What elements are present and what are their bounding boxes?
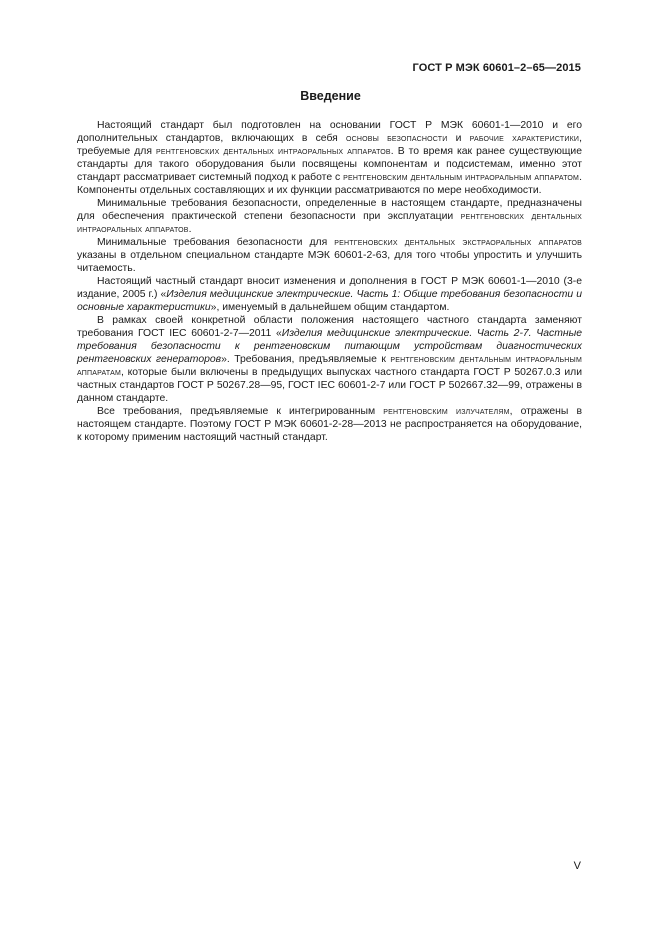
section-title: Введение: [300, 89, 361, 103]
paragraph-5: [77, 314, 582, 405]
defined-term: рентгеновских дентальных интраоральных аппаратов: [156, 146, 391, 157]
defined-term: рентгеновских дентальных интраоральных аппаратов: [77, 211, 582, 235]
text-run: , которые были включены в предыдущих выпусках частного стандарта ГОСТ Р 50267.0.3 или частных стандартов ГОСТ Р 50267.28—95, ГОСТ IEC 60601-2-7 или ГОСТ Р 502667.32—99, отражены в данном стандарте.: [77, 367, 582, 404]
text-run: , отражены в настоящем стандарте. Поэтому ГОСТ Р МЭК 60601-2-28—2013 не распространяется на оборудование, к которому применим настоящий частный стандарт.: [77, 406, 582, 443]
text-run: Настоящий частный стандарт вносит изменения и дополнения в ГОСТ Р МЭК 60601-1—2010 (3-е издание, 2005 г.) «: [77, 276, 582, 300]
paragraph-1: [77, 119, 582, 197]
text-run: Минимальные требования безопасности для: [97, 237, 335, 248]
page-number: V: [573, 860, 581, 872]
text-run: В рамках своей конкретной области положения настоящего частного стандарта заменяют требования ГОСТ IEC 60601-2-7—2011 «: [77, 315, 582, 339]
paragraph-4: [77, 275, 582, 314]
defined-term: рентгеновских дентальных экстраоральных аппаратов: [334, 237, 582, 248]
introduction-body: [77, 119, 582, 444]
standard-title-italic: Изделия медицинские электрические. Часть 1: Общие требования безопасности и основные характеристики: [77, 289, 583, 313]
text-run: », именуемый в дальнейшем общим стандартом.: [210, 302, 450, 313]
text-run: указаны в отдельном специальном стандарте МЭК 60601-2-63, для того чтобы упростить и улучшить читаемость.: [77, 250, 582, 274]
text-run: Настоящий стандарт был подготовлен на основании ГОСТ Р МЭК 60601-1—2010 и его дополнительных стандартов, включающих в себя: [77, 120, 582, 144]
paragraph-6: [77, 405, 582, 444]
paragraph-3: [77, 236, 582, 275]
defined-term: рентгеновским излучателям: [383, 406, 510, 417]
text-run: ». Требования, предъявляемые к: [221, 354, 391, 365]
text-run: Минимальные требования безопасности, определенные в настоящем стандарте, предназначены для обеспечения практической степени безопасности при эксплуатации: [77, 198, 582, 222]
text-run: . В то время как ранее существующие стандарты для такого оборудования были посвящены компонентам и подсистемам, именно этот стандарт рассматривает системный подход к работе с: [77, 146, 582, 183]
text-run: . Компоненты отдельных составляющих и их функции рассматриваются по мере необходимости.: [77, 172, 582, 196]
text-run: .: [188, 224, 192, 235]
text-run: Все требования, предъявляемые к интегрированным: [97, 406, 384, 417]
text-run: и: [447, 133, 470, 144]
standard-title-italic: Изделия медицинские электрические. Часть 2-7. Частные требования безопасности к рентгеновским питающим устройствам диагностических рентгеновских генераторов: [77, 328, 582, 365]
paragraph-2: [77, 197, 582, 236]
defined-term: рентгеновским дентальным интраоральным аппаратам: [77, 354, 582, 378]
text-run: , требуемые для: [77, 133, 582, 157]
defined-term: рабочие характеристики: [469, 133, 580, 144]
defined-term: основы безопасности: [345, 133, 448, 144]
defined-term: рентгеновским дентальным интраоральным аппаратом: [343, 172, 580, 183]
document-id-header: ГОСТ Р МЭК 60601–2–65—2015: [412, 62, 581, 74]
